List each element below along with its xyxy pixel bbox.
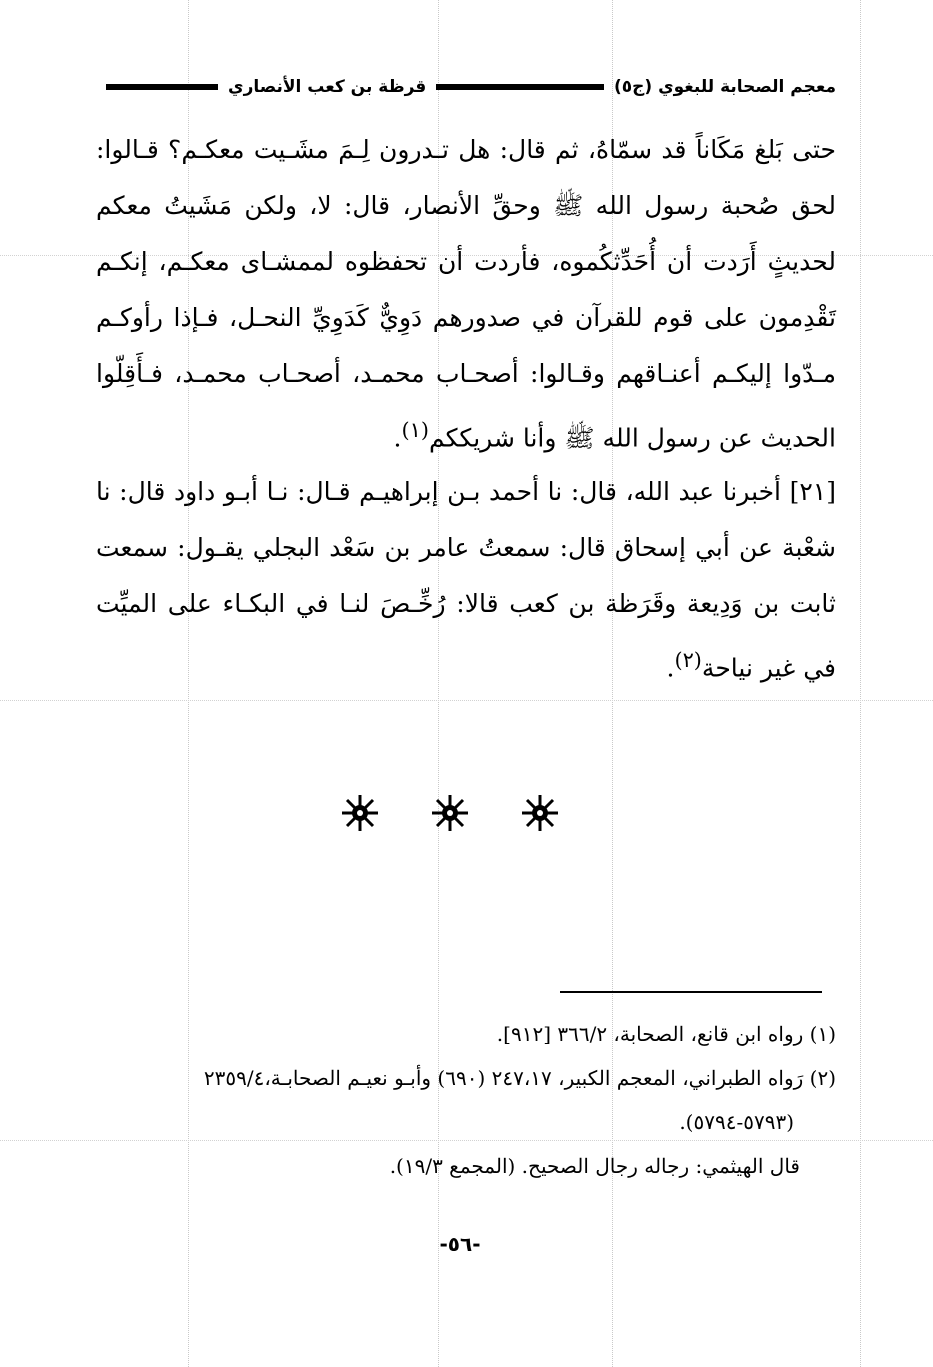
footnote-2-line-3: قال الهيثمي: رجاله رجال الصحيح. (المجمع ١٩/٣). [389,1154,800,1178]
footnote-2-line-1: (٢) رَواه الطبراني، المعجم الكبير، ٢٤٧،١٧ (٦٩٠) وأبـو نعيـم الصحابـة،٢٣٥٩/٤ [203,1066,836,1090]
running-header [96,70,836,104]
footnote-2-line-2: (٥٧٩٣-٥٧٩٤). [679,1110,794,1134]
paragraph-2-end: . [666,653,675,683]
paragraph-1 [96,122,836,466]
star-flower-icon [340,793,380,833]
paragraph-1-text: حتى بَلغ مَكَاناً قد سمّاهُ، ثم قال: هل تـدرون لِـمَ مشَـيت معكـم؟ قـالوا: لحق صُحبة رسول الله ﷺ وحقِّ الأنصار، قال: لا، ولكن مَشَيتُ معكم لحديثٍ أَرَدت أن أُحَدِّثكُموه، فأردت أن تحفظوه لممشـاى معكـم، إنكـم تَقْدِمون على قوم للقرآن في صدورهم دَوِيٌّ كَدَوِيِّ النحـل، فـإذا رأوكـم مـدّوا إليكـم أعنـاقهم وقـالوا: أصحـاب محمـد، أصحـاب محمـد، فـأَقِلّوا الحديث عن رسول الله ﷺ وأنا شريككم [96,135,836,453]
footnotes [92,1012,836,1188]
paragraph-2-text: [٢١] أخبرنا عبد الله، قال: نا أحمد بـن إبراهيـم قـال: نـا أبـو داود قال: نا شعْبة عن أبي إسحاق قال: سمعتُ عامر بن سَعْد البجلي يقـول: سمعت ثابت بن وَدِيعة وقَرَظة بن كعب قالا: رُخِّـصَ لنـا في البكـاء على الميِّت في غير نياحة [96,477,836,683]
header-entry-name: قرظة بن كعب الأنصاري [228,77,427,97]
ornament-divider [340,790,560,836]
star-flower-icon [430,793,470,833]
header-rule [106,84,218,90]
header-book-title: معجم الصحابة للبغوي (ج٥) [613,77,836,97]
page-number: -٥٦- [439,1232,481,1256]
footnote-marker-2: (٢) [674,648,702,672]
paragraph-2 [96,464,836,696]
footnote-separator [560,991,822,993]
footnote-1: (١) رواه ابن قانع، الصحابة، ٣٦٦/٢ [٩١٢]. [496,1022,836,1046]
header-rule [436,84,604,90]
scan-guide-line [860,0,861,1367]
scan-guide-line [0,700,933,701]
paragraph-1-end: . [393,423,402,453]
footnote-marker-1: (١) [401,418,429,442]
star-flower-icon [520,793,560,833]
